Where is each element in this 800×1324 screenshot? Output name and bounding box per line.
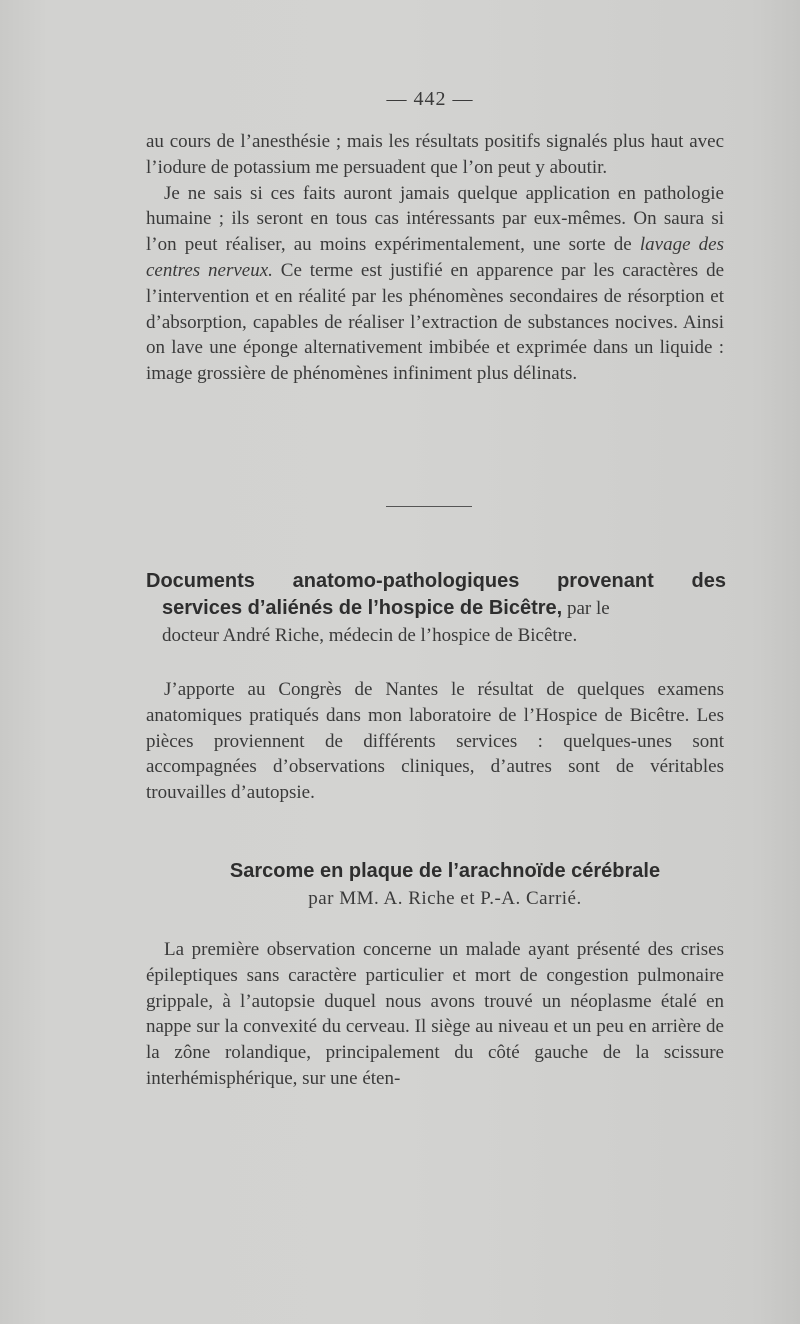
paragraph-congres: J’apporte au Congrès de Nantes le résultat de quelques examens anatomiques pratiqués dans mon laboratoire de l’Hospice de Bicêtre. Les pièces proviennent de différents services : quelques-unes sont accompagnées d’observations cliniques, d’autres sont de véritables trouvailles d’autopsie. — [146, 679, 724, 804]
paragraph-application-end: Ce terme est justifié en apparence par les caractères de l’intervention et en réalité par les phénomènes secondaires de résorption et d’absorption, capables de réaliser l’extraction de substances nocives. Ainsi on lave une éponge alternativement imbibée et exprimée dans un liquide : image grossière de phénomènes infiniment plus délinats. — [146, 259, 724, 385]
article1-body — [146, 677, 724, 806]
article-heading-sarcome — [146, 858, 734, 912]
continued-text-block — [146, 129, 724, 387]
section-divider — [386, 506, 472, 507]
article2-byline: par MM. A. Riche et P.-A. Carrié. — [308, 888, 582, 909]
article-title-line2: services d’aliénés de l’hospice de Bicêtre, — [162, 597, 563, 619]
paragraph-application-start: Je ne sais si ces faits auront jamais quelque application en pathologie humaine ; ils seront en tous cas intéressants par eux-mêmes. On saura si l’on peut réaliser, au moins expérimentalement, une sorte de — [146, 182, 724, 256]
article-heading-documents — [146, 568, 726, 649]
article-title-line1: Documents anatomo-pathologiques provenant des — [146, 570, 726, 592]
page-number: — 442 — — [386, 88, 474, 110]
article2-body — [146, 937, 724, 1092]
paragraph-observation: La première observation concerne un malade ayant présenté des crises épileptiques sans caractère particulier et mort de congestion pulmonaire grippale, à l’autopsie duquel nous avons trouvé un néoplasme étalé en nappe sur la convexité du cerveau. Il siège au niveau et un peu en arrière de la zône rolandique, principalement du côté gauche de la scissure interhémisphérique, sur une éten- — [146, 939, 724, 1089]
paragraph-application — [146, 181, 724, 387]
paragraph-anesthesie: au cours de l’anesthésie ; mais les résultats positifs signalés plus haut avec l’iodure de potassium me persuadent que l’on peut y aboutir. — [146, 131, 724, 178]
article2-title: Sarcome en plaque de l’arachnoïde cérébrale — [229, 860, 661, 882]
byline-par: par le — [562, 598, 610, 619]
article-title-line2-wrapper — [146, 595, 726, 622]
byline-author: docteur André Riche, médecin de l’hospice de Bicêtre. — [162, 625, 578, 646]
italic-phrase: lavage des centres nerveux. — [146, 234, 725, 281]
